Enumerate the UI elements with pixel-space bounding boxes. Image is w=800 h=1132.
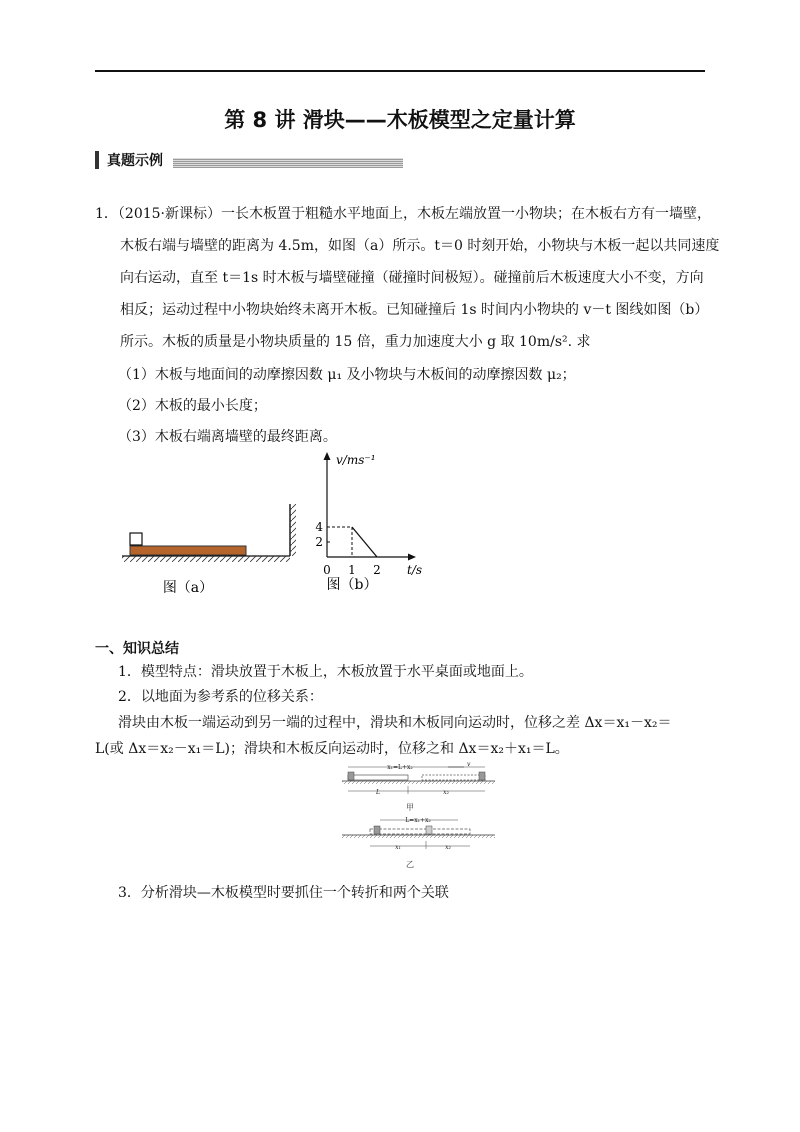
x-axis-label: t/s: [407, 563, 423, 577]
knowledge-item-3: 3．分析滑块—木板模型时要抓住一个转折和两个关联: [118, 885, 449, 901]
small-block: [130, 533, 142, 545]
knowledge-item-2: 2．以地面为参考系的位移关系：: [118, 689, 323, 705]
yi-top-label: L=x₁+x₂: [405, 817, 431, 824]
question-line-4: 相反；运动过程中小物块始终未离开木板。已知碰撞后 1s 时间内小物块的 v－t 图线如图（b）: [120, 302, 709, 318]
yi-caption: 乙: [406, 860, 414, 869]
ground-hatch: [122, 556, 290, 562]
header-rule: [95, 70, 705, 72]
x-axis-arrow: [408, 554, 416, 561]
y-tick-label-2: 2: [315, 535, 323, 549]
y-axis-label: v/ms⁻¹: [336, 453, 376, 467]
board: [130, 546, 246, 555]
figure-a-caption: 图（a）: [162, 580, 214, 596]
knowledge-para-line-2: L(或 Δx＝x₂－x₁＝L)；滑块和木板反向运动时，位移之和 Δx＝x₂＋x₁＝L。: [95, 741, 569, 757]
yi-ground-hatch: [342, 835, 495, 838]
knowledge-para-line-1: 滑块由木板一端运动到另一端的过程中，滑块和木板同向运动时，位移之差 Δx＝x₁－x₂＝: [118, 715, 672, 731]
question-line-5: 所示。木板的质量是小物块质量的 15 倍，重力加速度大小 g 取 10m/s². 求: [120, 334, 591, 350]
yi-board: [370, 829, 470, 834]
y-tick-label-4: 4: [315, 520, 323, 534]
section-label: 真题示例: [107, 153, 163, 169]
jia-top-label: x₁=L+x₂: [387, 764, 413, 771]
jia-seg-left: L: [376, 789, 380, 796]
jia-block-end: [479, 772, 485, 780]
knowledge-heading: 一、知识总结: [95, 641, 179, 657]
jia-velocity-label: v: [467, 761, 471, 768]
jia-block-start: [348, 772, 354, 780]
x-tick-label-2: 2: [373, 563, 381, 577]
sub-question-1: （1）木板与地面间的动摩擦因数 μ₁ 及小物块与木板间的动摩擦因数 μ₂；: [118, 367, 576, 383]
diagram-jia: [340, 760, 500, 816]
question-line-3: 向右运动，直至 t＝1s 时木板与墙壁碰撞（碰撞时间极短）。碰撞前后木板速度大小不变，方向: [120, 270, 704, 286]
figure-a: [118, 490, 308, 602]
wall-hatch: [290, 504, 296, 556]
section-header: [95, 150, 403, 170]
series-segment-0-2: [352, 527, 377, 557]
yi-block-start: [374, 826, 380, 834]
x-tick-label-1: 1: [348, 563, 356, 577]
question-line-1: 1．（2015·新课标）一长木板置于粗糙水平地面上，木板左端放置一小物块；在木板右方有一墙壁，: [95, 206, 711, 222]
sub-question-2: （2）木板的最小长度；: [118, 398, 267, 414]
x-tick-label-0: 0: [323, 563, 331, 577]
question-line-2: 木板右端与墙壁的距离为 4.5m，如图（a）所示。t＝0 时刻开始，小物块与木板一起以共同速度: [120, 238, 720, 254]
lecture-title: 第 8 讲 滑块——木板模型之定量计算: [224, 108, 576, 132]
knowledge-item-1: 1．模型特点：滑块放置于木板上，木板放置于水平桌面或地面上。: [118, 664, 533, 680]
yi-block-end: [426, 826, 432, 834]
section-stripe: [173, 158, 403, 168]
yi-seg-left: x₁: [395, 844, 401, 851]
jia-board-end: [422, 775, 485, 780]
sub-question-3: （3）木板右端离墙壁的最终距离。: [118, 429, 337, 445]
jia-ground-hatch: [342, 781, 495, 784]
figure-b-caption: 图（b）: [326, 577, 378, 593]
jia-caption: 甲: [406, 803, 414, 812]
y-axis-arrow: [324, 452, 331, 460]
figure-b-chart: [310, 448, 430, 598]
jia-seg-right: x₂: [443, 789, 449, 796]
jia-board-start: [348, 775, 408, 780]
yi-seg-right: x₂: [445, 844, 451, 851]
section-marker: [95, 151, 99, 169]
diagram-yi: [340, 812, 500, 874]
